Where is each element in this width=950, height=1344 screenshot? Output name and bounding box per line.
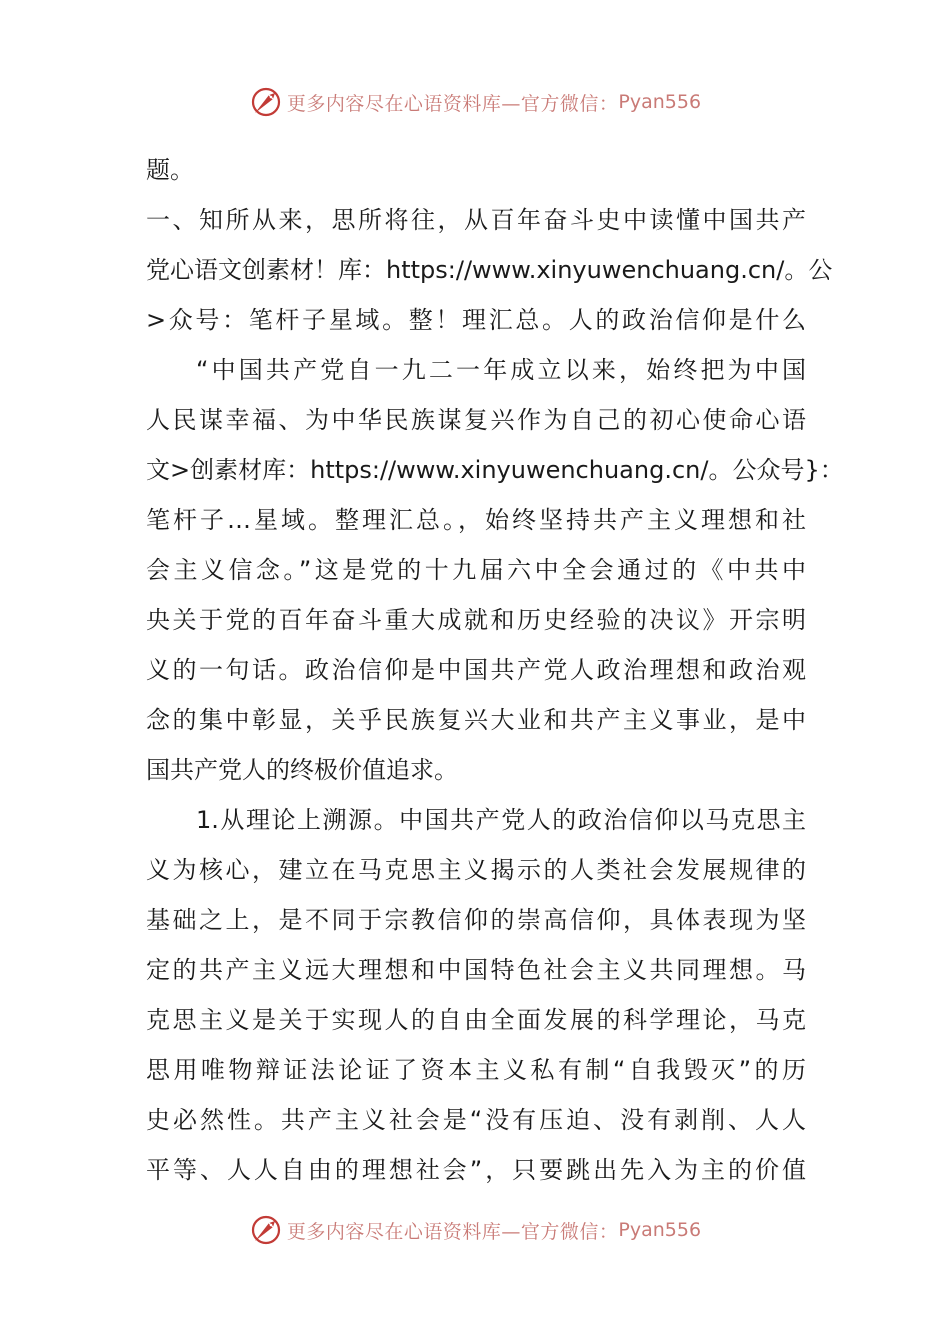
footer-wechat-id: Pyan556 xyxy=(618,1219,702,1241)
body-line: 文>创素材库：https://www.xinyuwenchuang.cn/。公众号}： xyxy=(146,456,844,484)
body-line: 义的一句话。政治信仰是中国共产党人政治理想和政治观 xyxy=(146,656,806,684)
body-line: 题。 xyxy=(146,156,194,184)
body-line: >众号：笔杆子星域。整！理汇总。人的政治信仰是什么 xyxy=(146,306,806,334)
body-line: 党心语文创素材！库：https://www.xinyuwenchuang.cn/。公 xyxy=(146,256,833,284)
paragraph-start: “中国共产党自一九二一年成立以来，始终把为中国 xyxy=(196,356,806,384)
section-heading: 一、知所从来，思所将往，从百年奋斗史中读懂中国共产 xyxy=(146,206,806,234)
body-line: 思用唯物辩证法论证了资本主义私有制“自我毁灭”的历 xyxy=(146,1056,806,1084)
body-line: 义为核心，建立在马克思主义揭示的人类社会发展规律的 xyxy=(146,856,806,884)
body-line: 念的集中彰显，关乎民族复兴大业和共产主义事业，是中 xyxy=(146,706,806,734)
paragraph-start: 1.从理论上溯源。中国共产党人的政治信仰以马克思主 xyxy=(196,806,806,834)
body-line: 人民谋幸福、为中华民族谋复兴作为自己的初心使命心语 xyxy=(146,406,806,434)
document-body xyxy=(146,145,844,1195)
body-line: 克思主义是关于实现人的自由全面发展的科学理论，马克 xyxy=(146,1006,806,1034)
body-line: 定的共产主义远大理想和中国特色社会主义共同理想。马 xyxy=(146,956,806,984)
pen-nib-logo-icon xyxy=(249,1213,283,1247)
body-line: 国共产党人的终极价值追求。 xyxy=(146,756,458,784)
body-line: 史必然性。共产主义社会是“没有压迫、没有剥削、人人 xyxy=(146,1106,806,1134)
body-line: 基础之上，是不同于宗教信仰的崇高信仰，具体表现为坚 xyxy=(146,906,806,934)
pen-nib-logo-icon xyxy=(249,85,283,119)
footer-banner-text: 更多内容尽在心语资料库—官方微信： xyxy=(286,1220,619,1243)
body-line: 央关于党的百年奋斗重大成就和历史经验的决议》开宗明 xyxy=(146,606,806,634)
header-banner-text: 更多内容尽在心语资料库—官方微信： xyxy=(286,92,619,115)
body-line: 平等、人人自由的理想社会”，只要跳出先入为主的价值 xyxy=(146,1156,806,1184)
body-line: 笔杆子…星域。整理汇总。，始终坚持共产主义理想和社 xyxy=(146,506,806,534)
body-line: 会主义信念。”这是党的十九届六中全会通过的《中共中 xyxy=(146,556,806,584)
header-wechat-id: Pyan556 xyxy=(618,91,702,113)
footer-banner xyxy=(0,1208,950,1252)
header-banner xyxy=(0,80,950,124)
